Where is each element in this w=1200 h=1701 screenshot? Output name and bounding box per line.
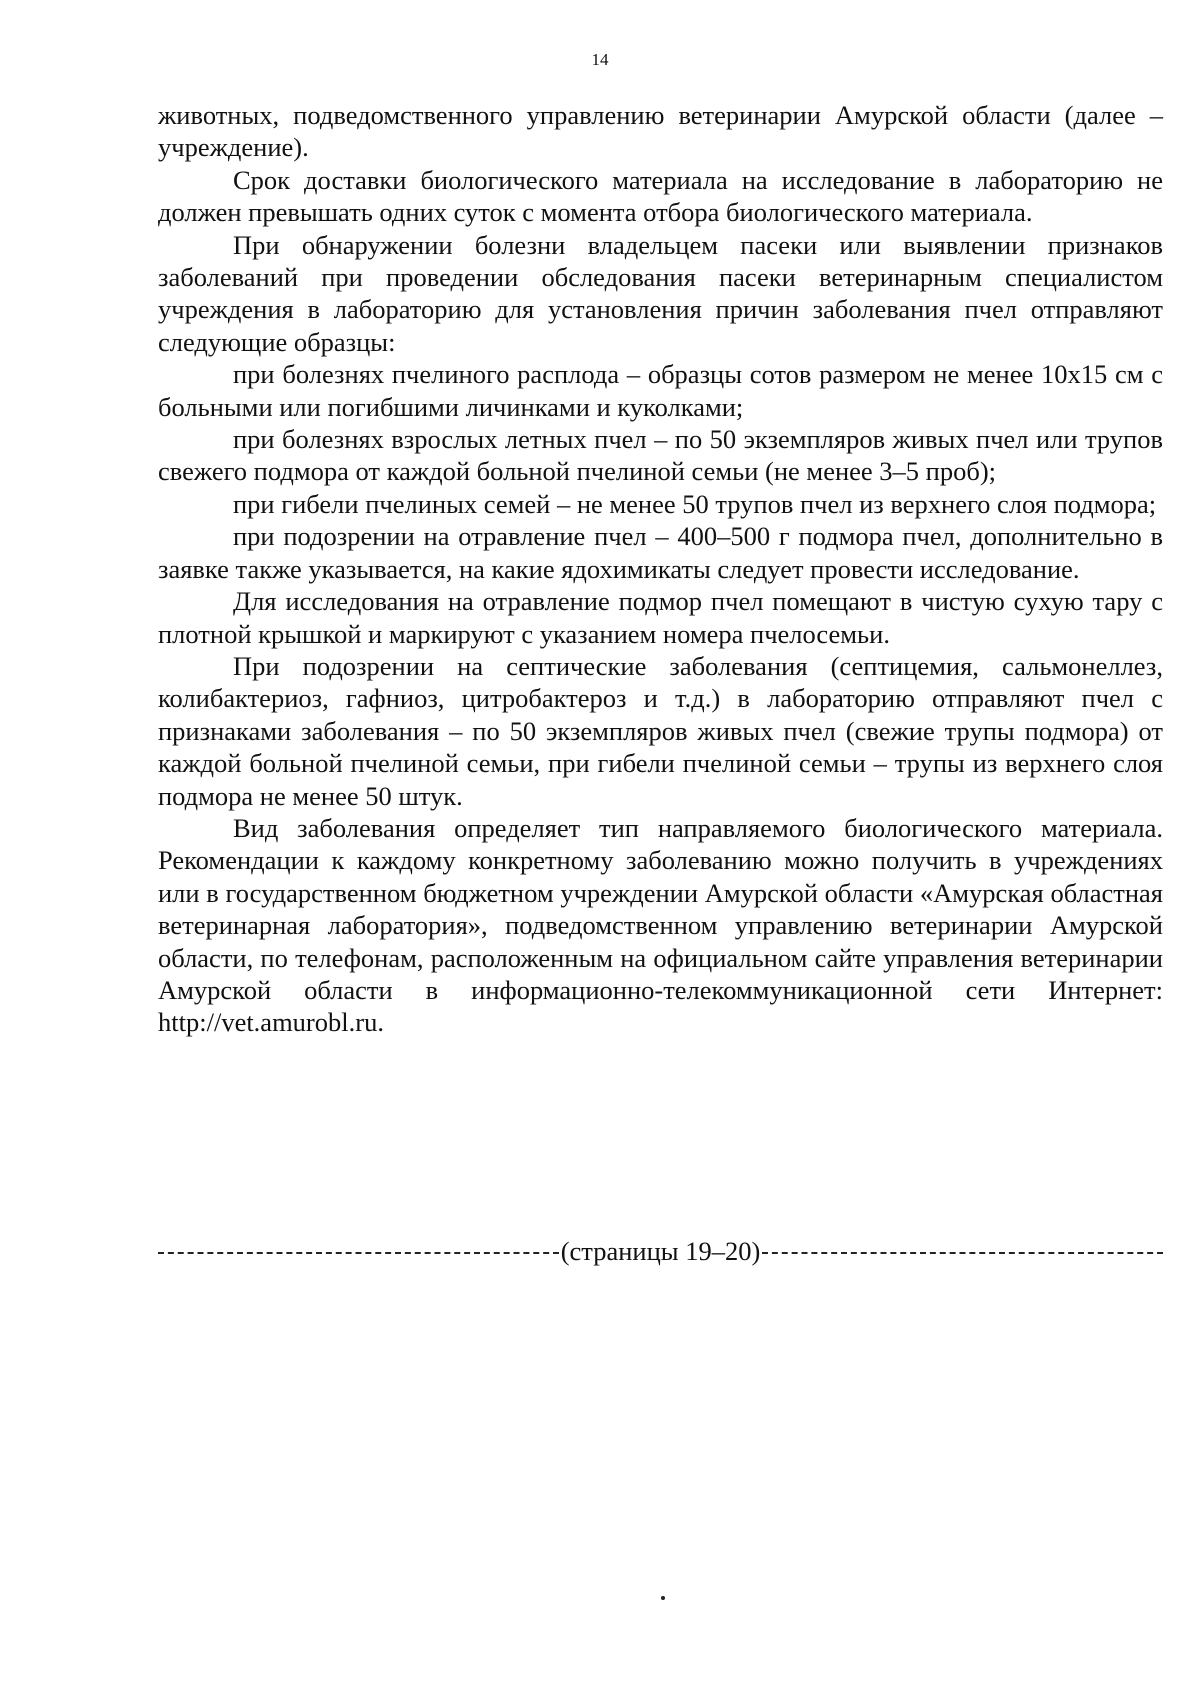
separator-dash-right [762,1252,1163,1254]
document-body [158,99,1163,1039]
paragraph-colony-death: при гибели пчелиных семей – не менее 50 трупов пчел из верхнего слоя подмора; [233,488,1157,519]
paragraph-disease-detection: При обнаружении болезни владельцем пасеки или выявлении признаков заболеваний при проведении обследования пасеки ветеринарным специалистом учреждения в лабораторию для установления причин заболевания пчел отправляют следующие образцы: [158,229,1163,357]
paragraph-adult-bee-diseases: при болезнях взрослых летных пчел – по 50 экземпляров живых пчел или трупов свежего подмора от каждой больной пчелиной семьи (не менее 3–5 проб); [158,424,1163,487]
separator-dash-left [158,1252,559,1254]
paragraph-septic-diseases: При подозрении на септические заболевания (септицемия, сальмонеллез, колибактериоз, гафниоз, цитробактероз и т.д.) в лабораторию отправляют пчел с признаками заболевания – по 50 экземпляров живых пчел (свежие трупы подмора) от каждой больной пчелиной семьи, при гибели пчелиной семьи – трупы из верхнего слоя подмора не менее 50 штук. [158,650,1163,811]
paragraph-poisoning-packaging: Для исследования на отравление подмор пчел помещают в чистую сухую тару с плотной крышкой и маркируют с указанием номера пчелосемьи. [158,586,1163,649]
page-number: 14 [591,50,609,69]
scan-speck [661,1596,665,1600]
paragraph-brood-diseases: при болезнях пчелиного расплода – образцы сотов размером не менее 10х15 см с больными или погибшими личинками и куколками; [158,359,1163,422]
separator-label: (страницы 19–20) [560,1236,761,1266]
page-separator [158,1235,1163,1267]
paragraph-poisoning-suspicion: при подозрении на отравление пчел – 400–500 г подмора пчел, дополнительно в заявке также указывается, на какие ядохимикаты следует провести исследование. [158,521,1163,584]
paragraph-disease-type: Вид заболевания определяет тип направляемого биологического материала. Рекомендации к каждому конкретному заболеванию можно получить в учреждениях или в государственном бюджетном учреждении Амурской области «Амурская областная ветеринарная лаборатория», подведомственном управлению ветеринарии Амурской области, по телефонам, расположенным на официальном сайте управления ветеринарии Амурской области в информационно-телекоммуникационной сети Интернет: http://vet.amurobl.ru. [158,812,1163,1038]
paragraph-delivery-deadline: Срок доставки биологического материала на исследование в лабораторию не должен превышать одних суток с момента отбора биологического материала. [158,164,1163,228]
paragraph-continuation: животных, подведомственного управлению ветеринарии Амурской области (далее – учреждение). [158,100,1163,163]
